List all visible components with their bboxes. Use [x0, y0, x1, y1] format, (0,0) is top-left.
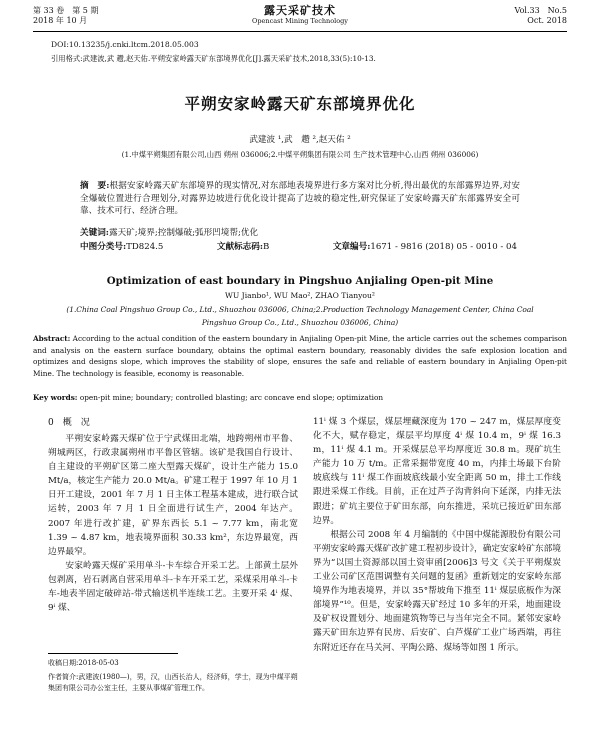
keywords-zh-text: 露天矿;境界;控制爆破;弧形凹境帮;优化: [108, 228, 259, 238]
authors-en: WU Jianbo¹, WU Mao², ZHAO Tianyou²: [225, 291, 375, 300]
abstract-en-text: According to the actual condition of the eastern boundary in Anjialing Open-pit Mine, the article carries out the schemes comparison and analysis on the eastern surface boundary, obtains the optimal eastern boundary, reasonably divides the safe explosion location and optimizes and designs slope, which improves the stability of slope, ensures the safe and reliable of eastern boundary in Anjialing Open-pit Mine. The technology is feasible, economy is reasonable.: [33, 334, 567, 378]
journal-title-zh: 露天采矿技术: [264, 4, 336, 17]
clc-label: 中图分类号:: [80, 242, 127, 252]
abstract-zh: [80, 180, 520, 218]
paragraph: 安家岭露天煤矿采用单斗-卡车综合开采工艺。上部黄土层外包剥离，岩石剥离自营采用单斗-卡车开采工艺，采煤采用单斗-卡车-地表半固定破碎站-带式输送机半连续工艺。主要开采 4ⁱ 煤、9ⁱ 煤、: [48, 560, 298, 614]
footnote-received: 收稿日期:2018-05-03: [48, 659, 119, 667]
right-column: [313, 415, 561, 655]
footnote-rule: [48, 653, 178, 654]
affiliations-en-line1: (1.China Coal Pingshuo Group Co., Ltd., Shuozhou 036006, China;2.Production Technology Management Center, China Coal: [66, 305, 534, 314]
issue-date: 2018 年 10 月: [33, 16, 88, 25]
journal-name: [33, 4, 567, 25]
paragraph: 11ⁱ 煤 3 个煤层，煤层埋藏深度为 170 ~ 247 m，煤层厚度变化不大，赋存稳定，煤层平均厚度 4ⁱ 煤 10.4 m，9ⁱ 煤 16.3 m，11ⁱ 煤 4.1 m。开采煤层总平均厚度近 30.8 m。现矿坑生产能力 10 万 t/m。正常采掘带宽度 40 m，内排土场最下台阶坡底线与 11ⁱ 煤工作面坡底线最小安全距离 50 m，排土工作线跟进采煤工作线。目前，正在过芦子沟背斜向下延深，内排无法跟进；矿坑主要位于矿田东部，向东推进，采坑已接近矿田东部边界。: [313, 417, 561, 526]
volume-issue: 第 33 卷 第 5 期: [33, 6, 99, 15]
clc-value: TD824.5: [126, 242, 164, 252]
doc-code-value: B: [263, 242, 270, 252]
issue-date-en: Oct. 2018: [527, 16, 567, 25]
volume-issue-en: Vol.33 No.5: [514, 6, 567, 15]
abstract-en-label: Abstract:: [33, 334, 71, 343]
title-zh: 平朔安家岭露天矿东部境界优化: [184, 94, 416, 113]
classification-line: [80, 241, 560, 254]
doc-code-label: 文献标志码:: [216, 242, 264, 252]
abstract-en: [33, 333, 567, 379]
paragraph: 平朔安家岭露天煤矿位于宁武煤田北端，地跨朔州市平鲁、朔城两区，行政隶属朔州市平鲁区管辖。该矿是我国自行设计、自主建设的平朔矿区第二座大型露天煤矿，设计生产能力 15.0 Mt/a，核定生产能力 20.0 Mt/a。矿建工程于 1997 年 10 月 1 日开工建设，2001 年 7 月 1 日主体工程基本建成，进行联合试运转，2003 年 7 月 1 日全面进行试生产，2004 年达产。2007 年进行改扩建，矿界东西长 5.1 ~ 7.77 km，南北宽 1.39 ~ 4.87 km，地表境界面积 30.33 km²，东边界最宽，西边界最窄。: [48, 434, 298, 557]
abstract-zh-label: 摘 要:: [80, 181, 110, 191]
paragraph: 根据公司 2008 年 4 月编制的《中国中煤能源股份有限公司平朔安家岭露天煤矿改扩建工程初步设计》，确定安家岭矿东部境界为“以国土资源部以国土资审函[2006]3 号文《关于平朔煤炭工业公司矿区范围调整有关问题的复函》重新划定的安家岭东部境界作为地表境界，并以 35°帮坡角下推至 11ⁱ 煤层底板作为深部境界”¹⁰。但是，安家岭露天矿经过 10 多年的开采，地面建设及矿权设置划分、地面建筑物等已与当年完全不同。紧邻安家岭露天矿田东边界有民房、后安矿、白芦煤矿工业广场西端，再往东附近还存在马关河、平陶公路、煤场等如图 1 所示。: [313, 529, 561, 653]
footnote-author: 作者简介:武建波(1980—)，男，汉，山西长治人，经济师，学士，现为中煤平朔集团有限公司办公室主任，主要从事煤矿管理工作。: [48, 673, 298, 692]
article-no-label: 文章编号:: [332, 242, 371, 252]
keywords-zh-label: 关键词:: [80, 228, 109, 238]
keywords-zh: [80, 227, 520, 240]
citation: 引用格式:武建波,武 趱,赵天佑.平朔安家岭露天矿东部境界优化[J].露天采矿技术,2018,33(5):10-13.: [51, 54, 376, 63]
keywords-en: [33, 392, 567, 404]
keywords-en-label: Key words:: [33, 393, 78, 402]
header-rule: [33, 31, 567, 32]
journal-title-en: Opencast Mining Technology: [252, 17, 348, 25]
doi: DOI:10.13235/j.cnki.ltcm.2018.05.003: [51, 40, 199, 49]
title-en: Optimization of east boundary in Pingshuo Anjialing Open-pit Mine: [106, 275, 494, 287]
abstract-zh-text: 根据安家岭露天矿东部境界的现实情况,对东部地表境界进行多方案对比分析,得出最优的东部露界边界,对安全爆破位置进行合理划分,对露界边坡进行优化设计提高了边坡的稳定性,研究保证了安家岭露天矿东部露界安全可靠、技术可行、经济合理。: [80, 181, 520, 217]
left-column: [48, 432, 298, 615]
article-no-value: 1671 - 9816 (2018) 05 - 0010 - 04: [370, 242, 517, 252]
affiliations-en-line2: Pingshuo Group Co., Ltd., Shuozhou 036006, China): [201, 318, 399, 327]
journal-volume-info-en: [515, 6, 567, 26]
keywords-en-text: open-pit mine; boundary; controlled blasting; arc concave end slope; optimization: [79, 393, 384, 402]
running-header: [33, 4, 567, 30]
affiliations-zh: (1.中煤平朔集团有限公司,山西 朔州 036006;2.中煤平朔集团有限公司 生产技术管理中心,山西 朔州 036006): [121, 150, 479, 159]
section-heading: 0 概 况: [48, 418, 90, 428]
authors-zh: 武建波 ¹,武 趱 ²,赵天佑 ²: [249, 135, 351, 145]
